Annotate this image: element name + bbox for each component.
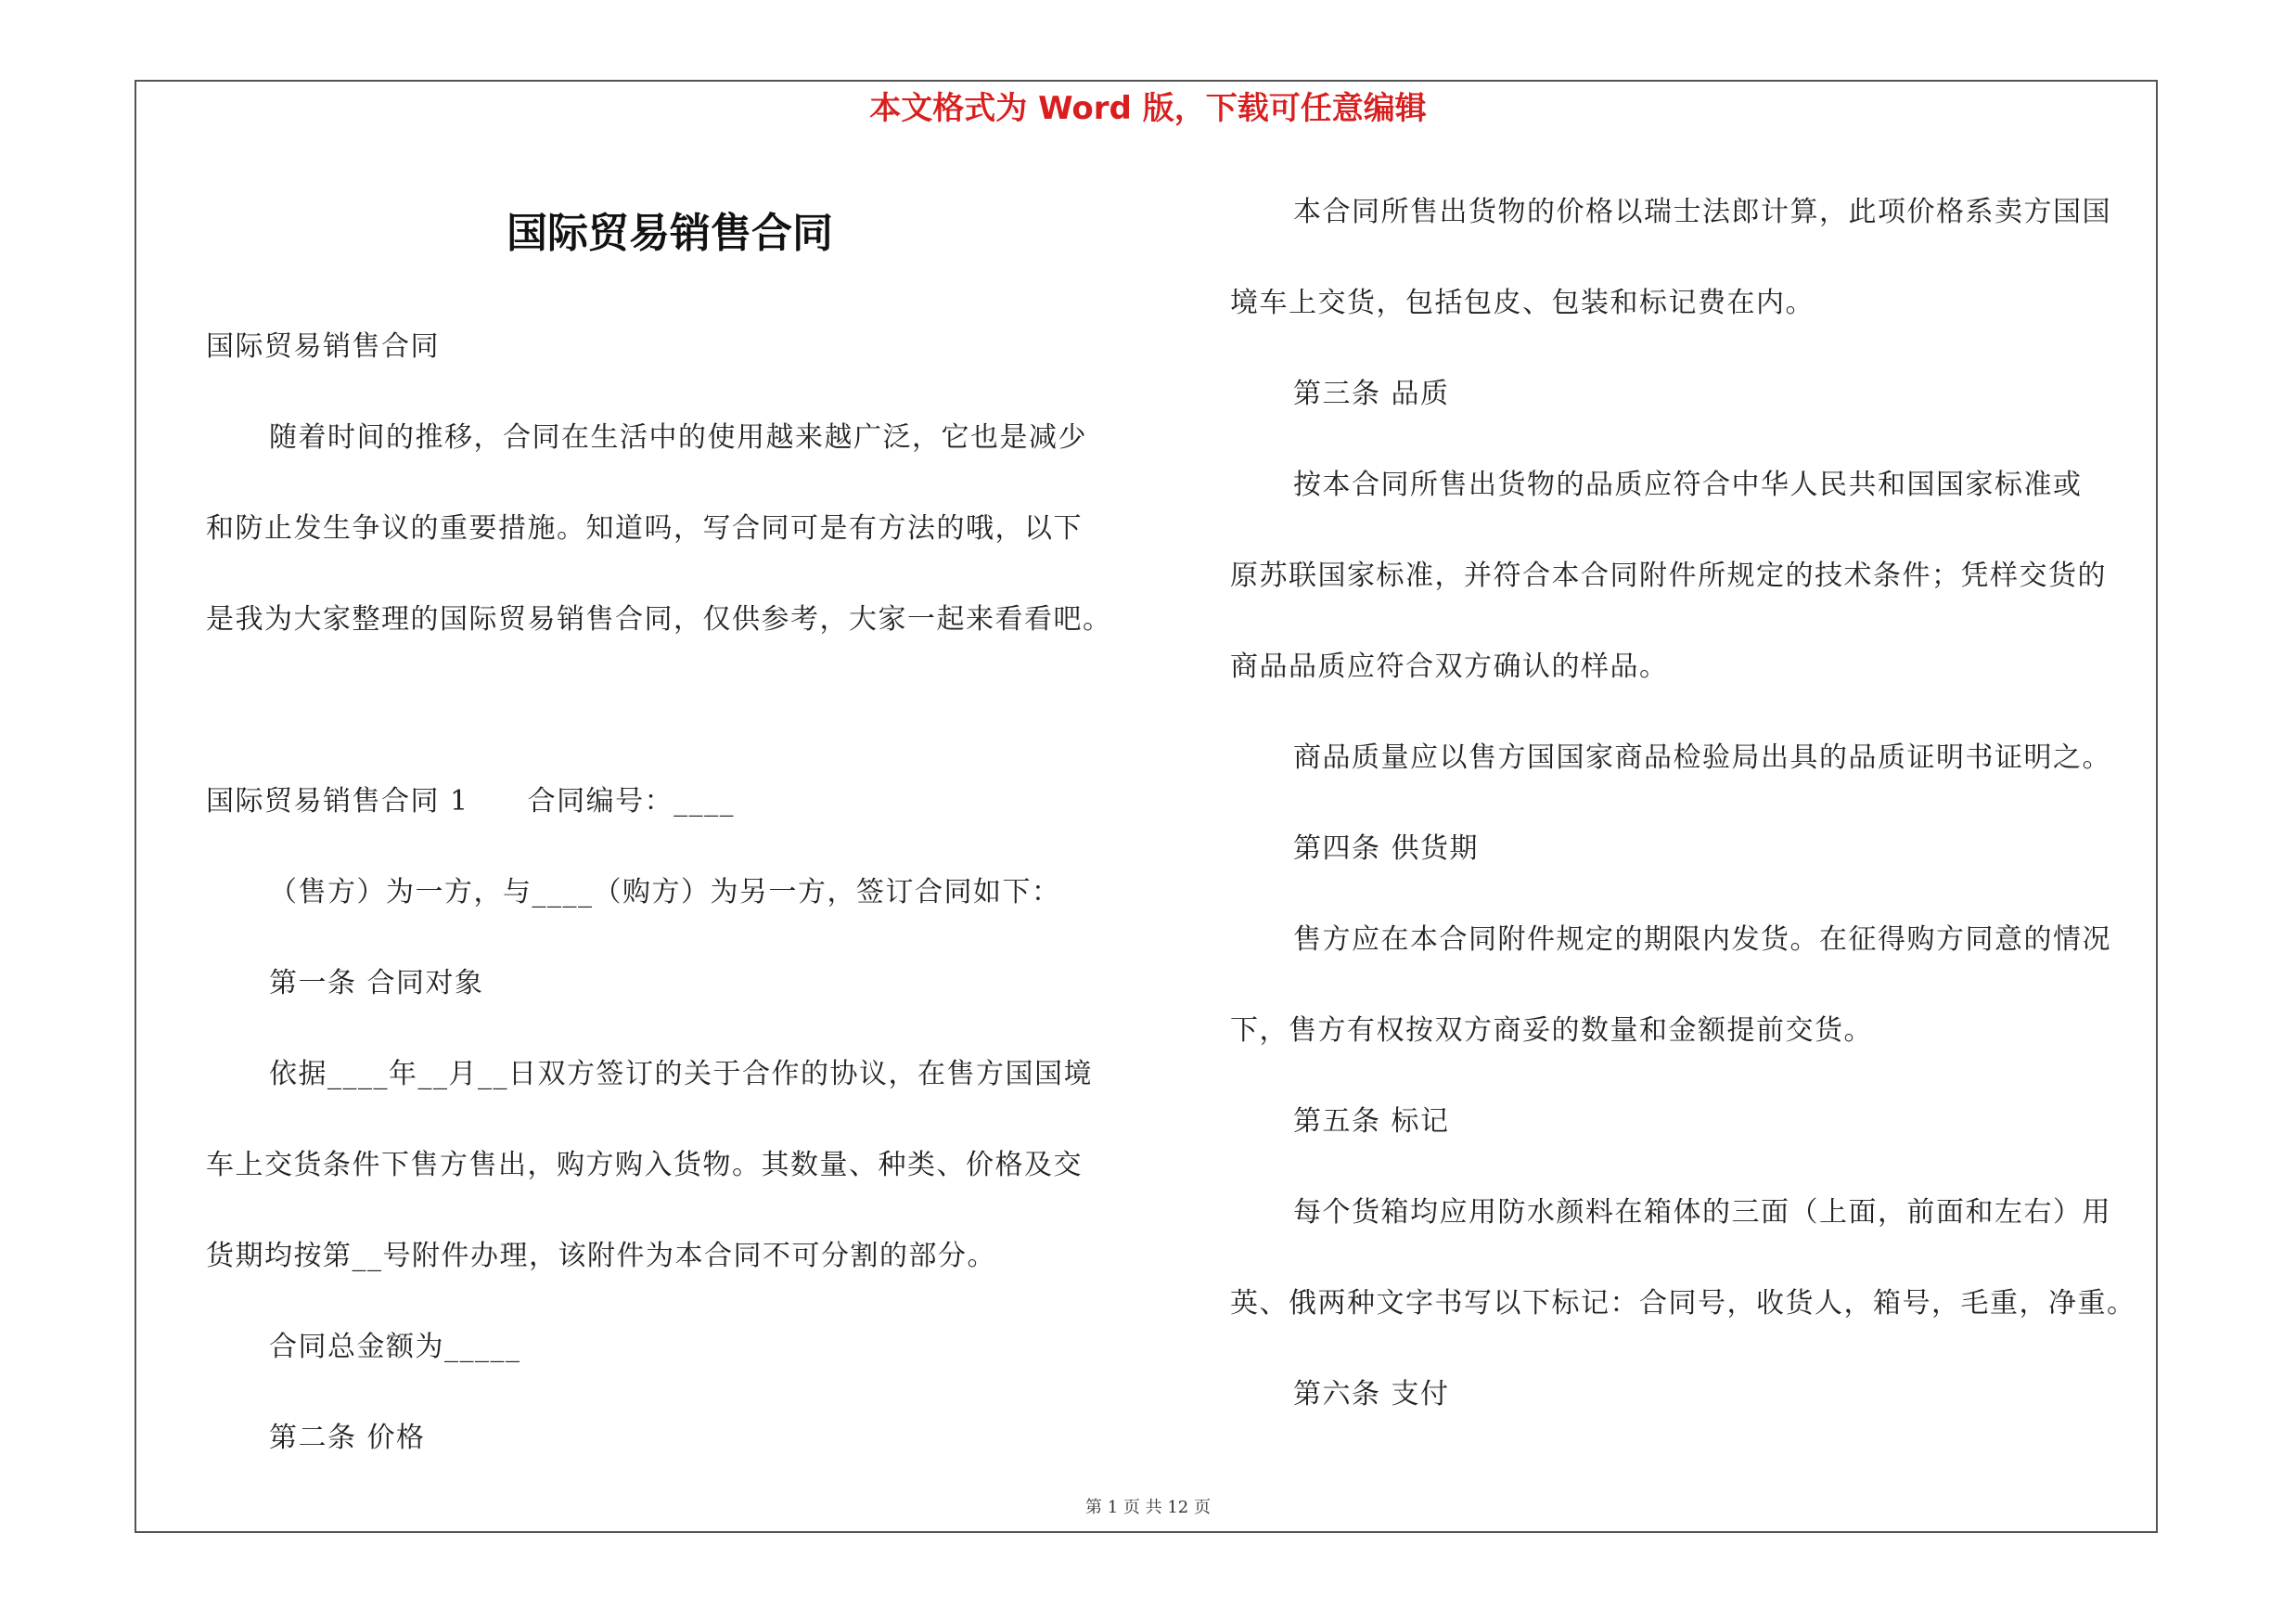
left-line-7: 第一条 合同对象 [269, 967, 484, 999]
format-banner: 本文格式为 Word 版，下载可任意编辑 [869, 90, 1427, 127]
left-line-2: 随着时间的推移，合同在生活中的使用越来越广泛，它也是减少 [269, 421, 1087, 454]
left-line-8: 依据____年__月__日双方签订的关于合作的协议，在售方国国境 [269, 1058, 1093, 1090]
left-line-3: 和防止发生争议的重要措施。知道吗，写合同可是有方法的哦，以下 [206, 512, 1083, 545]
left-line-10: 货期均按第__号附件办理，该附件为本合同不可分割的部分。 [206, 1240, 996, 1272]
right-line-3: 第三条 品质 [1293, 378, 1450, 410]
right-line-4: 按本合同所售出货物的品质应符合中华人民共和国国家标准或 [1293, 469, 2083, 501]
right-line-10: 下，售方有权按双方商妥的数量和金额提前交货。 [1230, 1014, 1873, 1047]
right-line-2: 境车上交货，包括包皮、包装和标记费在内。 [1230, 287, 1815, 319]
left-line-12: 第二条 价格 [269, 1422, 426, 1454]
right-line-7: 商品质量应以售方国国家商品检验局出具的品质证明书证明之。 [1293, 741, 2111, 774]
right-line-14: 第六条 支付 [1293, 1378, 1450, 1410]
left-line-1: 国际贸易销售合同 [206, 330, 440, 363]
right-line-12: 每个货箱均应用防水颜料在箱体的三面（上面，前面和左右）用 [1293, 1196, 2111, 1229]
right-line-11: 第五条 标记 [1293, 1105, 1450, 1138]
left-line-6: （售方）为一方，与____（购方）为另一方，签订合同如下： [269, 876, 1061, 908]
page-number-footer: 第 1 页 共 12 页 [1085, 1498, 1211, 1517]
left-line-9: 车上交货条件下售方售出，购方购入货物。其数量、种类、价格及交 [206, 1149, 1083, 1181]
document-title: 国际贸易销售合同 [507, 210, 833, 257]
right-line-9: 售方应在本合同附件规定的期限内发货。在征得购方同意的情况 [1293, 923, 2111, 956]
left-line-11: 合同总金额为_____ [269, 1331, 521, 1363]
right-line-5: 原苏联国家标准，并符合本合同附件所规定的技术条件；凭样交货的 [1230, 560, 2107, 592]
right-line-1: 本合同所售出货物的价格以瑞士法郎计算，此项价格系卖方国国 [1293, 196, 2111, 228]
left-line-4: 是我为大家整理的国际贸易销售合同，仅供参考，大家一起来看看吧。 [206, 603, 1112, 636]
left-line-5: 国际贸易销售合同 1 合同编号：____ [206, 785, 736, 818]
right-line-8: 第四条 供货期 [1293, 832, 1480, 865]
right-line-6: 商品品质应符合双方确认的样品。 [1230, 650, 1669, 683]
right-line-13: 英、俄两种文字书写以下标记：合同号，收货人，箱号，毛重，净重。 [1230, 1287, 2136, 1320]
